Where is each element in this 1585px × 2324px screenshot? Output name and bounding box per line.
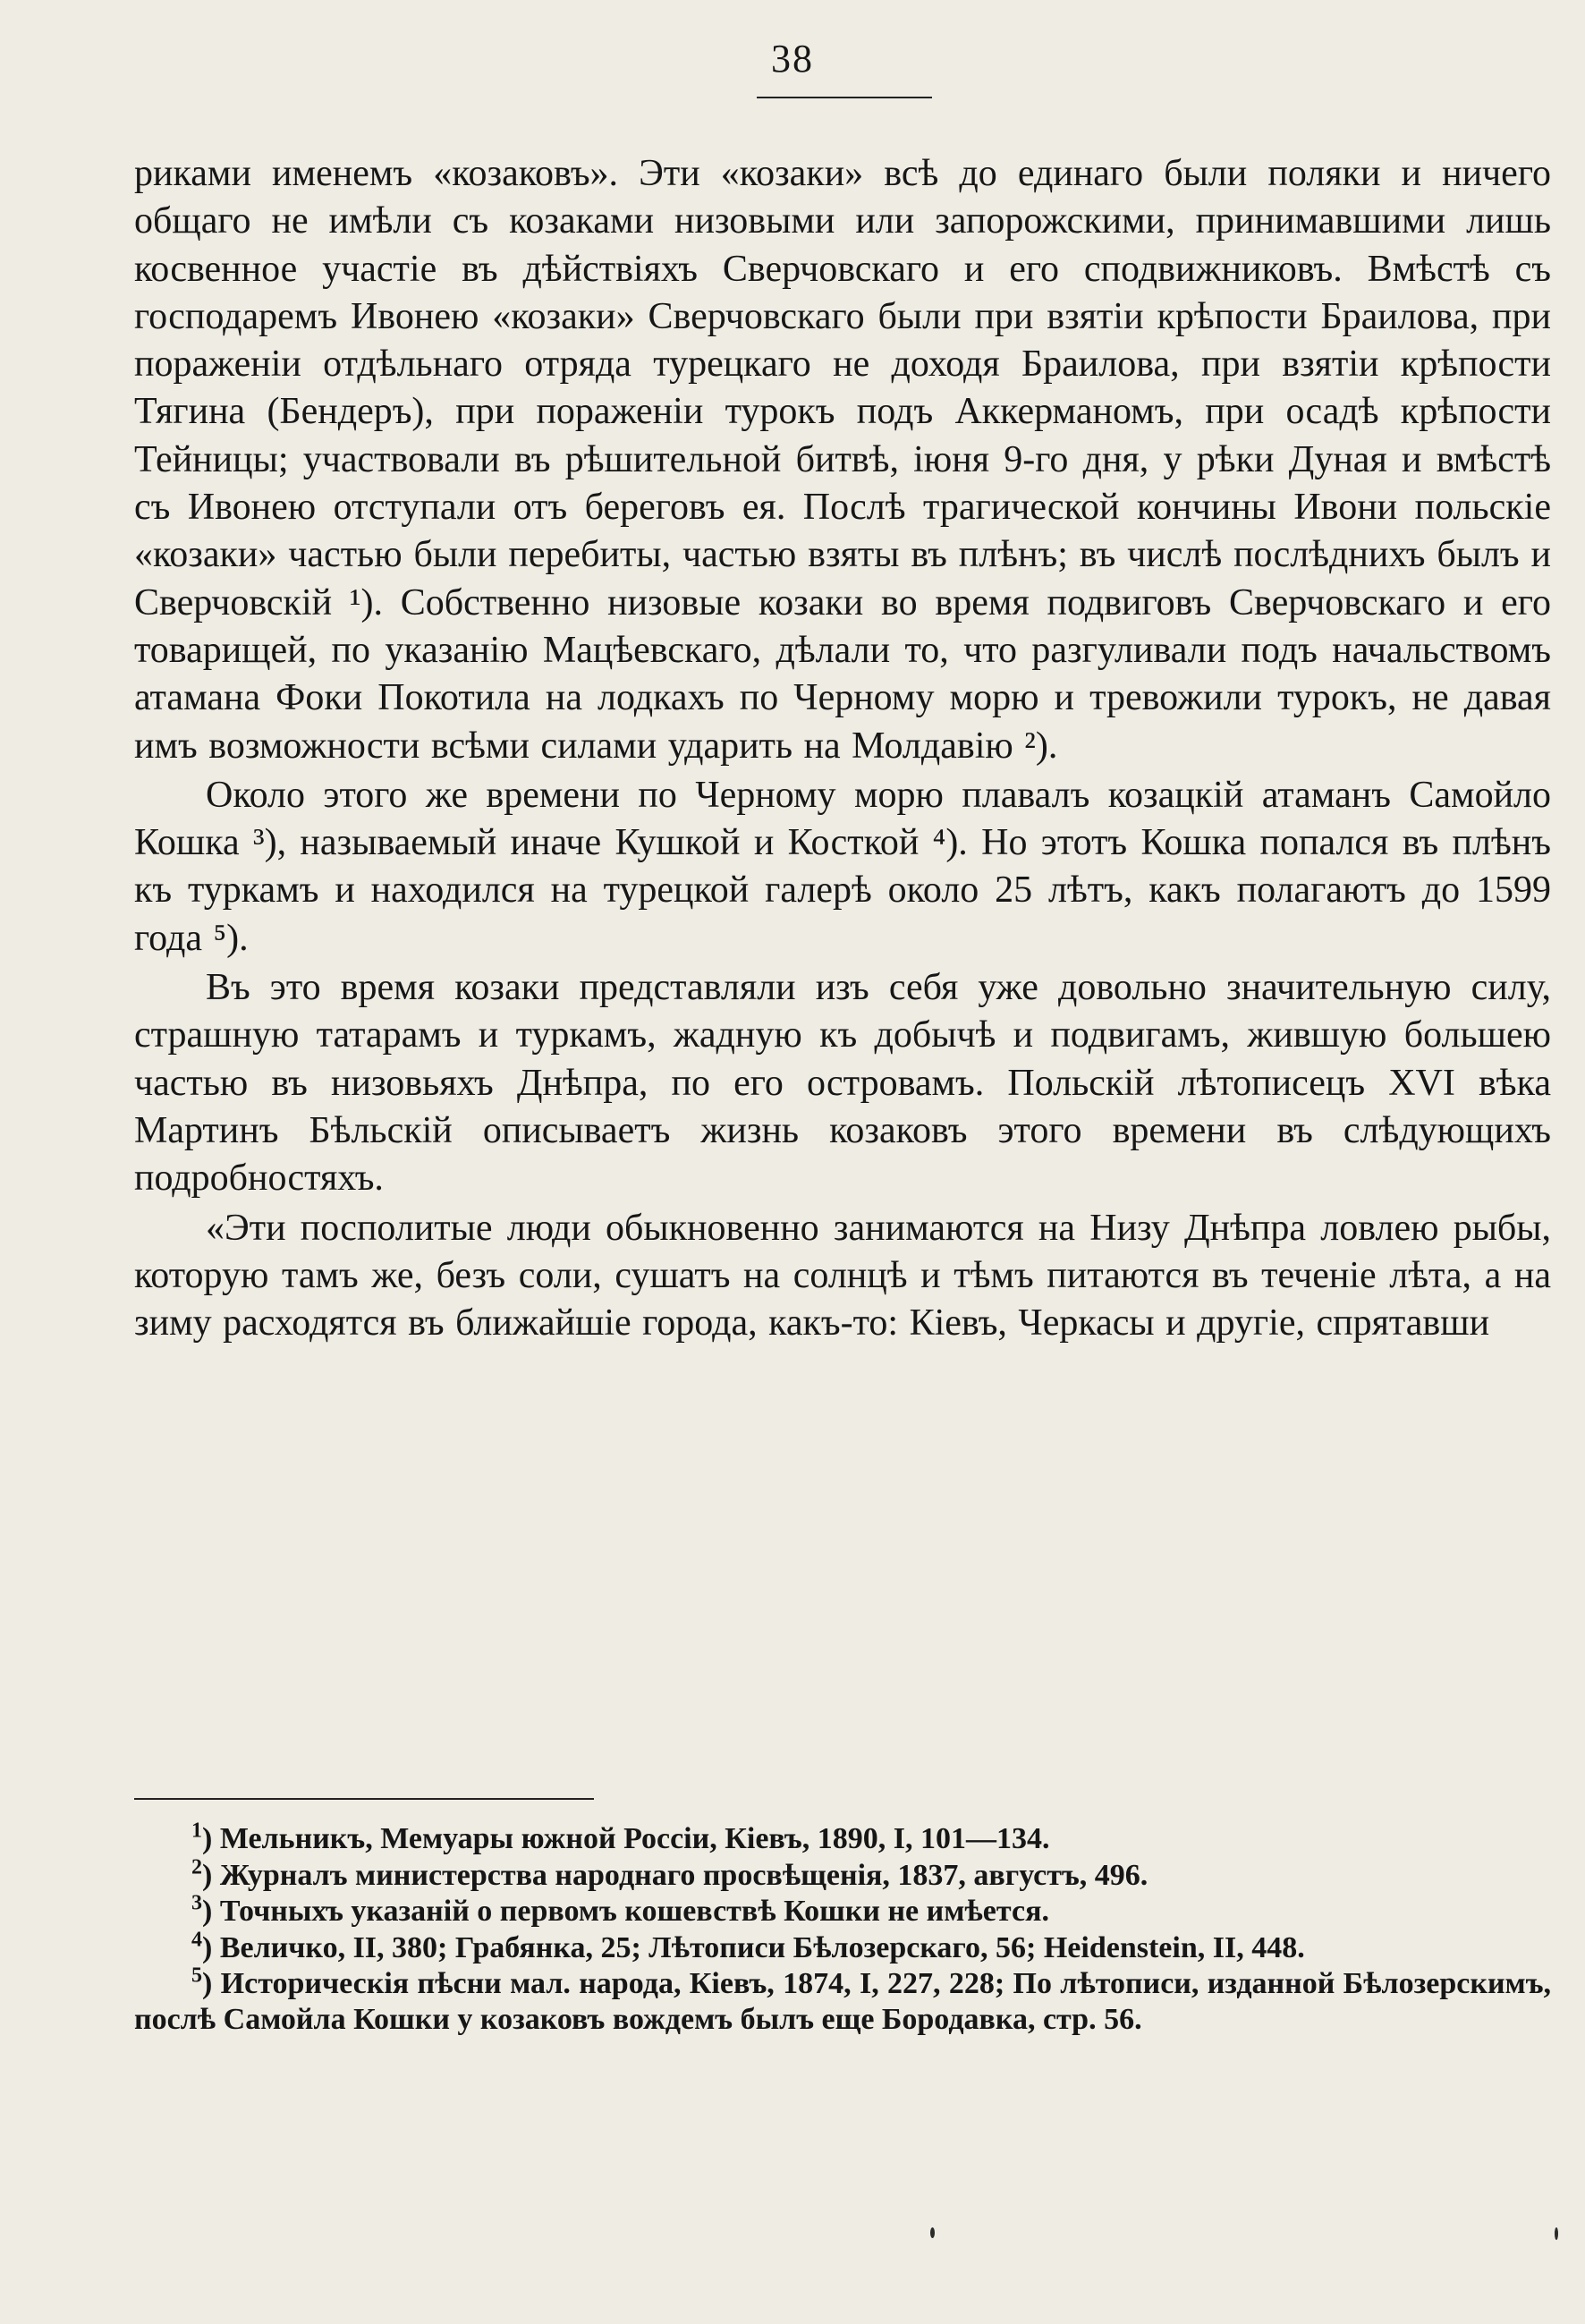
footnote-text: Точныхъ указаній о первомъ кошевствѣ Кошки не имѣется. — [219, 1895, 1049, 1928]
footnote-rule — [134, 1798, 594, 1800]
footnote: $^4$) Величко, II, 380; Грабянка, 25; Лѣтописи Бѣлозерскаго, 56; Heidenstein, II, 448. — [191, 1928, 1305, 1964]
header-rule — [757, 97, 932, 98]
page-number: 38 — [771, 37, 814, 81]
footnote-text: Величко, II, 380; Грабянка, 25; Лѣтописи Бѣлозерскаго, 56; Heidenstein, II, 448. — [219, 1930, 1305, 1964]
main-text — [134, 150, 1551, 1347]
footnote: $^5$) Историческія пѣсни мал. народа, Кіевъ, 1874, I, 227, 228; По лѣтописи, изданной Бѣлозерскимъ, послѣ Самойла Кошки у козаковъ вождемъ былъ еще Бородавка, стр. 56. — [134, 1964, 1552, 2036]
ink-speck — [930, 2227, 935, 2238]
footnotes — [134, 1821, 1551, 2038]
paragraph: Около этого же времени по Черному морю плавалъ козацкій атаманъ Самойло Кошка ³), называемый иначе Кушкой и Косткой ⁴). Но этотъ Кошка попался въ плѣнъ къ туркамъ и находился на турецкой галерѣ около 25 лѣтъ, какъ полагаютъ до 1599 года ⁵). — [134, 774, 1551, 959]
footnote: $^2$) Журналъ министерства народнаго просвѣщенія, 1837, августъ, 496. — [191, 1855, 1148, 1892]
footnote-mark: 1 — [191, 1819, 202, 1843]
footnote-mark: 3 — [191, 1891, 202, 1915]
footnote: $^3$) Точныхъ указаній о первомъ кошевствѣ Кошки не имѣется. — [191, 1891, 1049, 1928]
footnote-mark: 2 — [191, 1855, 202, 1879]
paragraph: Въ это время козаки представляли изъ себя уже довольно значительную силу, страшную татарамъ и туркамъ, жадную къ добычѣ и подвигамъ, жившую большею частью въ низовьяхъ Днѣпра, по его островамъ. Польскій лѣтописецъ XVI вѣка Мартинъ Бѣльскій описываетъ жизнь козаковъ этого времени въ слѣдующихъ подробностяхъ. — [134, 967, 1551, 1200]
ink-speck — [1555, 2227, 1558, 2240]
footnote-mark: 4 — [191, 1928, 202, 1952]
footnote-mark: 5 — [191, 1964, 202, 1988]
footnote-text: Журналъ министерства народнаго просвѣщенія, 1837, августъ, 496. — [219, 1858, 1148, 1892]
paragraph: «Эти посполитые люди обыкновенно занимаются на Низу Днѣпра ловлею рыбы, которую тамъ же, безъ соли, сушатъ на солнцѣ и тѣмъ питаются въ теченіе лѣта, а на зиму расходятся въ ближайшіе города, какъ-то: Кіевъ, Черкасы и другіе, спрятавши — [134, 1207, 1551, 1344]
paragraph: риками именемъ «козаковъ». Эти «козаки» всѣ до единаго были поляки и ничего общаго не имѣли съ козаками низовыми или запорожскими, принимавшими лишь косвенное участіе въ дѣйствіяхъ Сверчовскаго и его сподвижниковъ. Вмѣстѣ съ господаремъ Ивонею «козаки» Сверчовскаго были при взятіи крѣпости Браилова, при пораженіи отдѣльнаго отряда турецкаго не доходя Браилова, при взятіи крѣпости Тягина (Бендеръ), при пораженіи турокъ подъ Аккерманомъ, при осадѣ крѣпости Тейницы; участвовали въ рѣшительной битвѣ, іюня 9-го дня, у рѣки Дуная и вмѣстѣ съ Ивонею отступали отъ береговъ ея. Послѣ трагической кончины Ивони польскіе «козаки» частью были перебиты, частью взяты въ плѣнъ; въ числѣ послѣднихъ былъ и Сверчовскій ¹). Собственно низовые козаки во время подвиговъ Сверчовскаго и его товарищей, по указанію Мацѣевскаго, дѣлали то, что разгуливали подъ начальствомъ атамана Фоки Покотила на лодкахъ по Черному морю и тревожили турокъ, не давая имъ возможности всѣми силами ударить на Молдавію ²). — [134, 153, 1551, 767]
footnote-text: Мельникъ, Мемуары южной Россіи, Кіевъ, 1890, I, 101—134. — [219, 1822, 1050, 1855]
footnote-text: Историческія пѣсни мал. народа, Кіевъ, 1874, I, 227, 228; По лѣтописи, изданной Бѣлозерскимъ, послѣ Самойла Кошки у козаковъ вождемъ былъ еще Бородавка, стр. 56. — [134, 1967, 1552, 2036]
footnote: $^1$) Мельникъ, Мемуары южной Россіи, Кіевъ, 1890, I, 101—134. — [191, 1819, 1050, 1855]
